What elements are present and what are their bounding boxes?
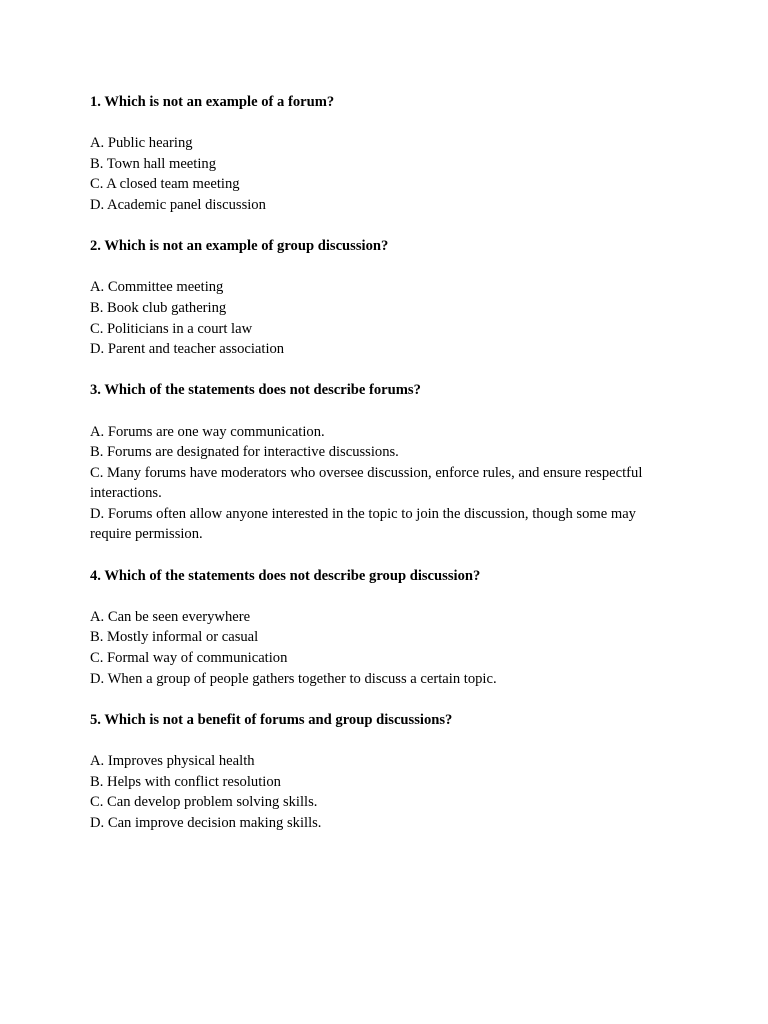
option-a: A. Forums are one way communication.: [90, 423, 325, 440]
option-b: B. Mostly informal or casual: [90, 629, 259, 646]
question-text: 1. Which is not an example of a forum?: [90, 94, 335, 110]
option-b: B. Town hall meeting: [90, 155, 216, 172]
question-text: 3. Which of the statements does not describe forums?: [90, 382, 421, 399]
option-a: A. Committee meeting: [90, 279, 224, 296]
option-c: C. Politicians in a court law: [90, 320, 253, 337]
option-d: D. Can improve decision making skills.: [90, 814, 322, 831]
option-d: D. Academic panel discussion: [90, 196, 266, 213]
option-d: D. Forums often allow anyone interested in the topic to join the discussion, though some may require permission.: [90, 505, 636, 543]
question-2: [90, 236, 680, 360]
option-a: A. Improves physical health: [90, 753, 255, 769]
question-1: [90, 92, 680, 216]
option-d: D. Parent and teacher association: [90, 341, 285, 358]
question-5: [90, 710, 680, 834]
question-3: [90, 380, 680, 545]
question-text: 5. Which is not a benefit of forums and group discussions?: [90, 711, 453, 728]
question-text: 2. Which is not an example of group discussion?: [90, 238, 389, 255]
option-a: A. Public hearing: [90, 135, 193, 152]
option-d: D. When a group of people gathers together to discuss a certain topic.: [90, 670, 497, 687]
option-b: B. Forums are designated for interactive discussions.: [90, 444, 399, 461]
option-c: C. Formal way of communication: [90, 650, 288, 667]
document-page: [90, 92, 680, 854]
option-a: A. Can be seen everywhere: [90, 608, 251, 625]
option-c: C. Many forums have moderators who oversee discussion, enforce rules, and ensure respectful interactions.: [90, 464, 643, 502]
option-c: C. A closed team meeting: [90, 176, 240, 193]
option-b: B. Book club gathering: [90, 299, 227, 316]
option-b: B. Helps with conflict resolution: [90, 773, 281, 790]
question-text: 4. Which of the statements does not describe group discussion?: [90, 567, 481, 584]
option-c: C. Can develop problem solving skills.: [90, 794, 318, 811]
question-4: [90, 566, 680, 690]
